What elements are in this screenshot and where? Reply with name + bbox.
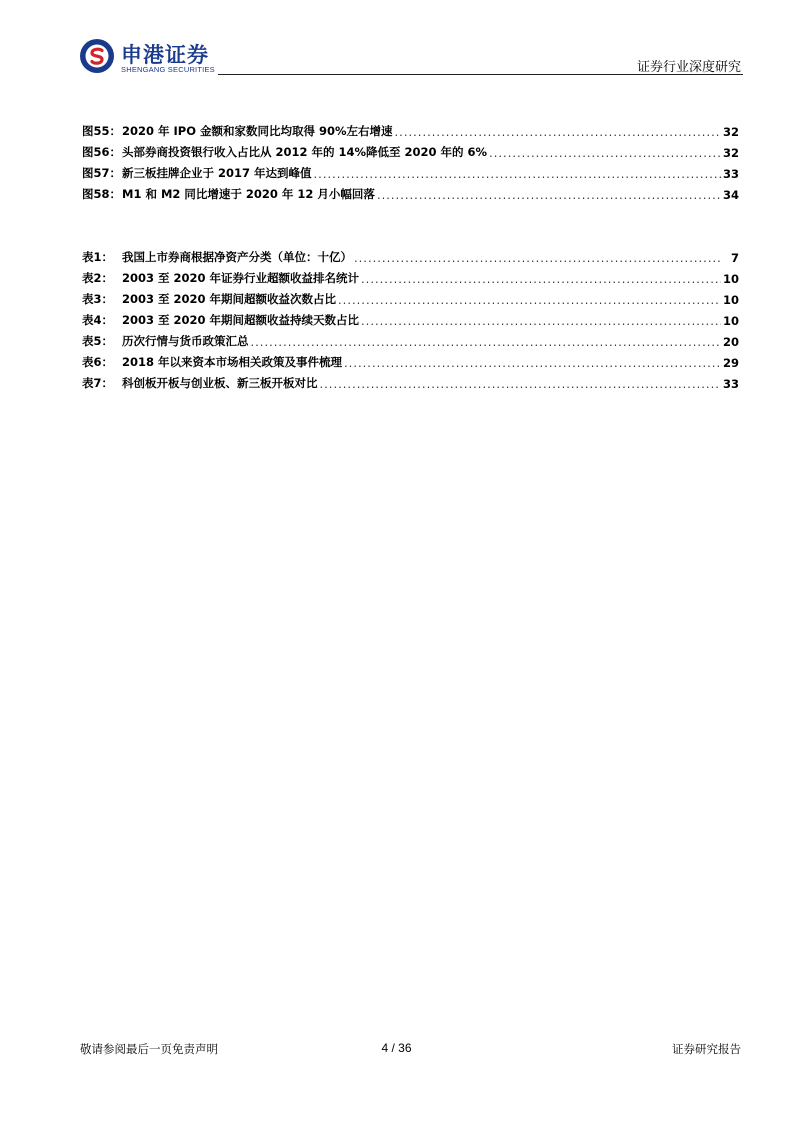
- toc-entry-table-5[interactable]: [82, 328, 739, 349]
- toc-entry-label: 表2：: [82, 271, 114, 285]
- toc-dot-leader: [395, 125, 721, 139]
- toc-entry-title: M1 和 M2 同比增速于 2020 年 12 月小幅回落: [122, 187, 375, 201]
- toc-entry-title: 科创板开板与创业板、新三板开板对比: [122, 376, 318, 390]
- toc-dot-leader: [361, 314, 721, 328]
- toc-entry-page: 34: [722, 188, 739, 202]
- toc-entry-title: 历次行情与货币政策汇总: [122, 334, 249, 348]
- toc-entry-label: 表3：: [82, 292, 114, 306]
- toc-entry-label: 表7：: [82, 376, 114, 390]
- toc-entry-table-2[interactable]: [82, 265, 739, 286]
- toc-entry-label: 图56：: [82, 145, 122, 159]
- toc-entry-title: 2018 年以来资本市场相关政策及事件梳理: [122, 355, 343, 369]
- toc-entry-page: 29: [722, 356, 739, 370]
- toc-entry-label: 表4：: [82, 313, 114, 327]
- toc-entry-page: 10: [722, 272, 739, 286]
- toc-entry-title: 2003 至 2020 年期间超额收益次数占比: [122, 292, 337, 306]
- toc-entry-figure-58[interactable]: [82, 181, 739, 202]
- toc-dot-leader: [251, 335, 721, 349]
- toc-entry-page: 32: [722, 146, 739, 160]
- toc-entry-table-4[interactable]: [82, 307, 739, 328]
- logo-chinese-name: 申港证券: [121, 43, 209, 67]
- toc-dot-leader: [361, 272, 721, 286]
- toc-entry-figure-57[interactable]: [82, 160, 739, 181]
- footer-page-indicator: 4 / 36: [381, 1041, 412, 1055]
- toc-entry-table-7[interactable]: [82, 370, 739, 391]
- toc-entry-table-6[interactable]: [82, 349, 739, 370]
- toc-entry-page: 10: [722, 293, 739, 307]
- toc-dot-leader: [344, 356, 721, 370]
- toc-entry-title: 2003 至 2020 年期间超额收益持续天数占比: [122, 313, 360, 327]
- footer-report-label: 证券研究报告: [672, 1042, 741, 1056]
- toc-entry-label: 表1：: [82, 250, 114, 264]
- toc-entry-figure-55[interactable]: [82, 118, 739, 139]
- toc-entry-title: 头部券商投资银行收入占比从 2012 年的 14%降低至 2020 年的 6%: [122, 145, 488, 159]
- toc-entry-title: 新三板挂牌企业于 2017 年达到峰值: [122, 166, 312, 180]
- toc-dot-leader: [354, 251, 721, 265]
- toc-dot-leader: [338, 293, 721, 307]
- toc-entry-table-3[interactable]: [82, 286, 739, 307]
- report-type-title: 证券行业深度研究: [636, 60, 741, 75]
- toc-entry-title: 我国上市券商根据净资产分类（单位：十亿）: [122, 250, 352, 264]
- toc-entry-table-1[interactable]: [82, 244, 739, 265]
- toc-entry-page: 32: [722, 125, 739, 139]
- toc-entry-page: 33: [722, 167, 739, 181]
- toc-entry-page: 7: [730, 251, 739, 265]
- table-index: [82, 244, 739, 391]
- toc-entry-label: 图58：: [82, 187, 122, 201]
- footer-disclaimer: 敬请参阅最后一页免责声明: [80, 1042, 218, 1056]
- toc-entry-label: 图57：: [82, 166, 122, 180]
- toc-entry-page: 10: [722, 314, 739, 328]
- toc-entry-label: 表5：: [82, 334, 114, 348]
- toc-dot-leader: [377, 188, 721, 202]
- header-divider: [218, 74, 743, 75]
- company-logo: [79, 38, 214, 76]
- toc-entry-title: 2020 年 IPO 金额和家数同比均取得 90%左右增速: [122, 124, 393, 138]
- toc-entry-title: 2003 至 2020 年证券行业超额收益排名统计: [122, 271, 360, 285]
- toc-dot-leader: [314, 167, 721, 181]
- toc-entry-page: 20: [722, 335, 739, 349]
- toc-dot-leader: [320, 377, 721, 391]
- figure-index: [82, 118, 739, 202]
- toc-entry-label: 图55：: [82, 124, 122, 138]
- logo-english-name: SHENGANG SECURITIES: [121, 65, 215, 74]
- toc-entry-figure-56[interactable]: [82, 139, 739, 160]
- toc-dot-leader: [489, 146, 721, 160]
- shengang-logo-icon: [79, 38, 115, 74]
- toc-entry-page: 33: [722, 377, 739, 391]
- toc-entry-label: 表6：: [82, 355, 114, 369]
